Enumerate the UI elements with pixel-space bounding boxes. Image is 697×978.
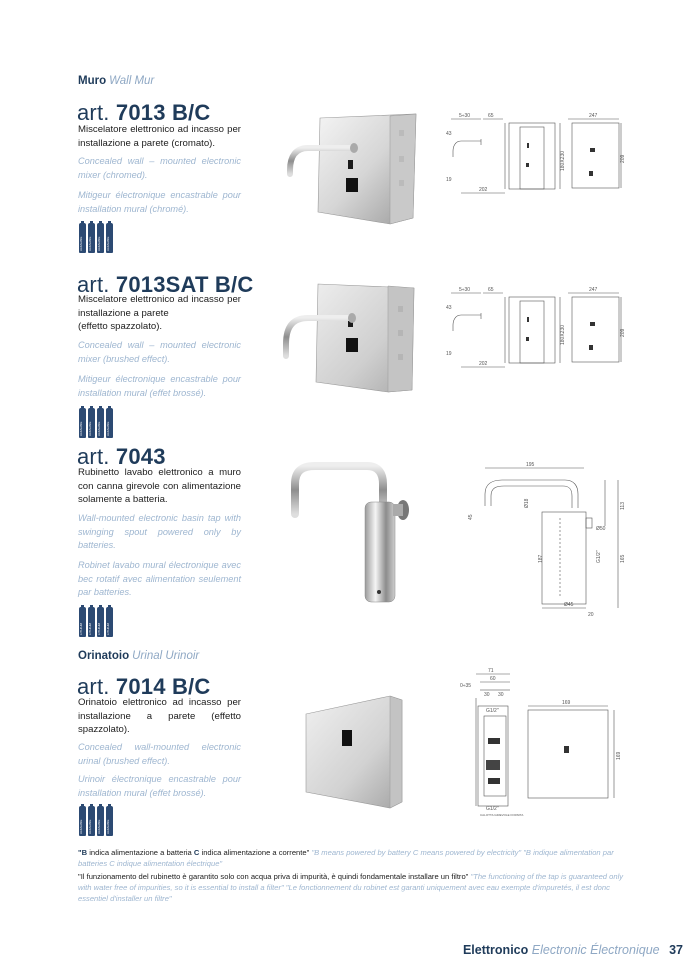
battery-label: LITHIUM <box>88 623 92 635</box>
note-filter <box>78 871 628 904</box>
dimension-label: 45 <box>468 514 474 520</box>
battery-icon <box>79 408 86 438</box>
battery-icon <box>88 806 95 836</box>
dimension-label: 169 <box>562 700 571 706</box>
dimension-label: 195 <box>526 462 535 468</box>
product-prefix: art. <box>77 272 110 297</box>
dimension-label: G1/2" <box>596 550 602 563</box>
dimension-label: 169 <box>616 751 622 760</box>
note-b-letter: B <box>81 848 88 857</box>
note-text: indica alimentazione a batteria <box>87 848 194 857</box>
product-description-it-line: Miscelatore elettronico ad incasso per installazione a parete <box>78 294 241 319</box>
product-description-en: Concealed wall – mounted electronic mixer (chromed). <box>78 156 241 180</box>
note-c-letter: C <box>193 848 200 857</box>
battery-label: ALKALINE <box>97 819 101 834</box>
dimension-label: 180X230 <box>560 324 566 345</box>
dimension-label: 0÷35 <box>460 683 472 689</box>
dimension-label: 43 <box>446 305 452 311</box>
product-description-fr: Mitigeur électronique encastrable pour installation mural (chromé). <box>78 190 241 214</box>
section-title-text: Orinatoio <box>78 650 130 662</box>
battery-icon <box>88 408 95 438</box>
battery-label: ALKALINE <box>79 421 83 436</box>
note-translation: "B means powered by battery C means powered by electricity" "B indique alimentation par batteries C indique alimentation électrique" <box>78 848 614 868</box>
battery-icon <box>97 223 104 253</box>
battery-icon <box>79 607 86 637</box>
battery-icon <box>97 408 104 438</box>
page-footer <box>463 943 683 957</box>
product-image-7013 <box>268 100 418 230</box>
product-image-7043 <box>275 452 415 612</box>
product-description-en: Concealed wall-mounted electronic urinal (brushed effect). <box>78 742 241 766</box>
battery-label: LITHIUM <box>79 623 83 635</box>
battery-icon <box>106 806 113 836</box>
section-title-muro <box>78 75 154 87</box>
product-prefix: art. <box>77 444 110 469</box>
battery-label: ALKALINE <box>79 819 83 834</box>
product-description-it: Rubinetto lavabo elettronico a muro con canna girevole con alimentazione solamente a batteria. <box>78 467 241 506</box>
battery-icon-group <box>79 806 113 836</box>
battery-icon <box>79 223 86 253</box>
battery-icon-group <box>79 607 113 637</box>
technical-drawing-7013 <box>443 113 626 198</box>
product-code: 7014 B/C <box>115 674 211 699</box>
dimension-label: 60 <box>490 676 496 682</box>
battery-label: ALKALINE <box>97 421 101 436</box>
dimension-label: CALOTTA GIREVOLE FORNITA <box>480 813 524 817</box>
dimension-label: 247 <box>589 287 598 293</box>
product-prefix: art. <box>77 100 110 125</box>
battery-icon <box>88 607 95 637</box>
product-description-en: Wall-mounted electronic basin tap with swinging spout powered only by batteries. <box>78 513 241 551</box>
product-code: 7013 B/C <box>115 100 211 125</box>
section-title-alt: Urinal Urinoir <box>132 650 200 662</box>
dimension-label: 19 <box>446 351 452 357</box>
product-description-fr: Mitigeur électronique encastrable pour installation mural (effet brossé). <box>78 374 241 398</box>
dimension-label: 5÷30 <box>459 287 471 293</box>
note-power: "B indica alimentazione a batteria C indica alimentazione a corrente" "B means powered by battery C means powered by electricity" "B indique alimentation par batteries C indique alimentation électrique" <box>78 848 614 868</box>
note-text: indica alimentazione a corrente" <box>199 848 310 857</box>
dimension-label: Ø18 <box>524 498 530 508</box>
note-text: "Il funzionamento del rubinetto è garantito solo con acqua priva di impurità, è quindi fondamentale installare un filtro" <box>78 872 469 881</box>
dimension-label: 20 <box>588 612 594 618</box>
product-description-en: Concealed wall – mounted electronic mixer (brushed effect). <box>78 340 241 364</box>
technical-drawing-7013sat <box>443 287 626 372</box>
dimension-label: 5÷30 <box>459 113 471 119</box>
technical-drawing-7043 <box>460 458 630 618</box>
dimension-label: 43 <box>446 131 452 137</box>
dimension-label: G1/2" <box>486 806 499 812</box>
battery-label: LITHIUM <box>106 623 110 635</box>
dimension-label: Ø50 <box>596 526 606 532</box>
dimension-label: 165 <box>620 554 626 563</box>
dimension-label: 71 <box>488 668 494 674</box>
product-image-7014 <box>298 690 413 815</box>
page-number: 37 <box>669 943 683 957</box>
battery-label: ALKALINE <box>97 236 101 251</box>
dimension-label: 247 <box>589 113 598 119</box>
dimension-label: 65 <box>488 113 494 119</box>
dimension-label: 113 <box>620 502 626 510</box>
dimension-label: 202 <box>479 361 488 367</box>
product-description-fr: Robinet lavabo mural électronique avec bec rotatif avec alimentation seulement par batteries. <box>78 560 241 598</box>
dimension-label: 30 <box>498 692 504 698</box>
note-translation: "The functioning of the tap is guaranteed only with water free of impurities, so it is essential to install a filter" "Le fonctionnement du robinet est garanti uniquement avec eau exempte d'impuretés, il est donc essentiel d'installer un filtre" <box>78 872 624 903</box>
product-code: 7013SAT B/C <box>115 272 254 297</box>
dimension-label: 209 <box>620 154 626 163</box>
section-title-text: Muro <box>78 75 107 87</box>
battery-label: ALKALINE <box>88 236 92 251</box>
battery-label: ALKALINE <box>88 819 92 834</box>
footer-title-alt: Electronic Électronique <box>531 943 660 957</box>
product-description-fr: Urinoir électronique encastrable pour installation mural (effet brossé). <box>78 774 241 798</box>
product-code: 7043 <box>115 444 166 469</box>
dimension-label: G1/2" <box>486 708 499 714</box>
product-image-7013sat <box>268 278 418 398</box>
technical-drawing-7014 <box>458 668 628 818</box>
dimension-label: 209 <box>620 328 626 337</box>
section-title-alt: Wall Mur <box>109 75 155 87</box>
dimension-label: Ø45 <box>564 602 574 608</box>
dimension-label: 19 <box>446 177 452 183</box>
battery-label: ALKALINE <box>88 421 92 436</box>
dimension-label: 65 <box>488 287 494 293</box>
battery-label: ALKALINE <box>106 421 110 436</box>
battery-icon <box>106 223 113 253</box>
section-title-orinatoio <box>78 650 199 662</box>
battery-icon <box>106 607 113 637</box>
product-description-it-line: (effetto spazzolato). <box>78 321 163 333</box>
footer-title: Elettronico <box>462 943 529 957</box>
battery-icon-group <box>79 408 113 438</box>
battery-icon-group <box>79 223 113 253</box>
battery-icon <box>97 607 104 637</box>
product-description-it: Miscelatore elettronico ad incasso per installazione a parete (cromato). <box>78 124 241 149</box>
product-prefix: art. <box>77 674 110 699</box>
battery-label: ALKALINE <box>106 236 110 251</box>
battery-icon <box>88 223 95 253</box>
battery-icon <box>106 408 113 438</box>
dimension-label: 187 <box>538 554 544 563</box>
battery-label: ALKALINE <box>106 819 110 834</box>
product-description-it: Orinatoio elettronico ad incasso per installazione a parete (effetto spazzolato). <box>78 697 241 736</box>
dimension-label: 30 <box>484 692 490 698</box>
battery-label: ALKALINE <box>79 236 83 251</box>
dimension-label: 180X230 <box>560 150 566 171</box>
battery-label: LITHIUM <box>97 623 101 635</box>
battery-icon <box>79 806 86 836</box>
battery-icon <box>97 806 104 836</box>
product-description-it <box>78 293 241 334</box>
dimension-label: 202 <box>479 187 488 193</box>
